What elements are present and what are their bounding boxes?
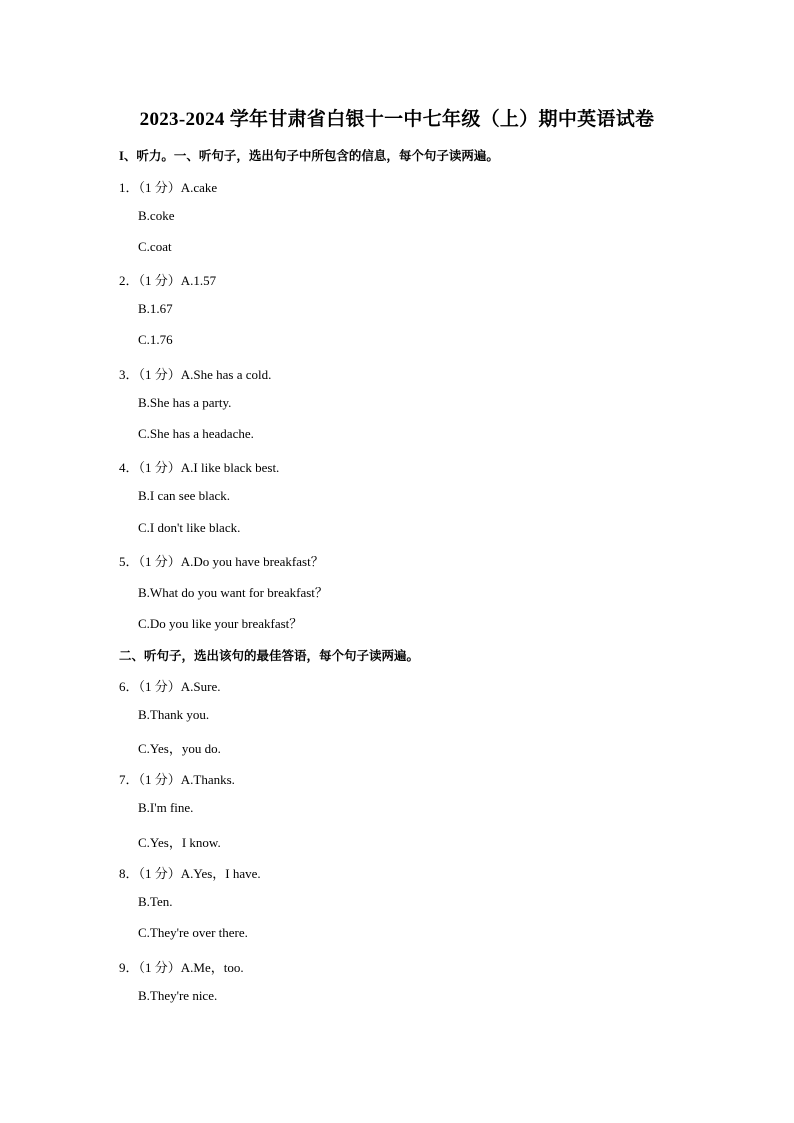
question-5-option-b: B.What do you want for breakfast？ [138,585,328,600]
question-1-option-b: B.coke [138,208,175,223]
question-4: 4．（1 分）A.I like black best. [119,460,280,475]
question-9-option-b: B.They're nice. [138,988,218,1003]
question-5: 5．（1 分）A.Do you have breakfast？ [119,554,324,569]
page-title: 2023-2024 学年甘肃省白银十一中七年级（上）期中英语试卷 [139,109,655,130]
question-5-option-c: C.Do you like your breakfast？ [138,616,303,631]
question-2: 2．（1 分）A.1.57 [119,273,217,288]
question-4-option-b: B.I can see black. [138,488,231,503]
question-2-option-c: C.1.76 [138,332,173,347]
section-heading-1: I、听力。一、听句子，选出句子中所包含的信息，每个句子读两遍。 [119,149,499,163]
question-3: 3．（1 分）A.She has a cold. [119,367,272,382]
question-7: 7．（1 分）A.Thanks. [119,772,235,787]
question-3-option-c: C.She has a headache. [138,426,254,441]
section-heading-2: 二、听句子，选出该句的最佳答语，每个句子读两遍。 [119,649,420,663]
question-1-option-c: C.coat [138,239,172,254]
question-6-option-c: C.Yes，you do. [138,741,221,756]
question-8-option-c: C.They're over there. [138,925,248,940]
question-8-option-b: B.Ten. [138,894,173,909]
question-1: 1．（1 分）A.cake [119,180,218,195]
question-9: 9．（1 分）A.Me，too. [119,960,244,975]
question-6-option-b: B.Thank you. [138,707,210,722]
question-2-option-b: B.1.67 [138,301,173,316]
question-8: 8．（1 分）A.Yes，I have. [119,866,261,881]
question-4-option-c: C.I don't like black. [138,520,241,535]
question-6: 6．（1 分）A.Sure. [119,679,221,694]
question-3-option-b: B.She has a party. [138,395,232,410]
question-7-option-b: B.I'm fine. [138,800,194,815]
question-7-option-c: C.Yes，I know. [138,835,221,850]
